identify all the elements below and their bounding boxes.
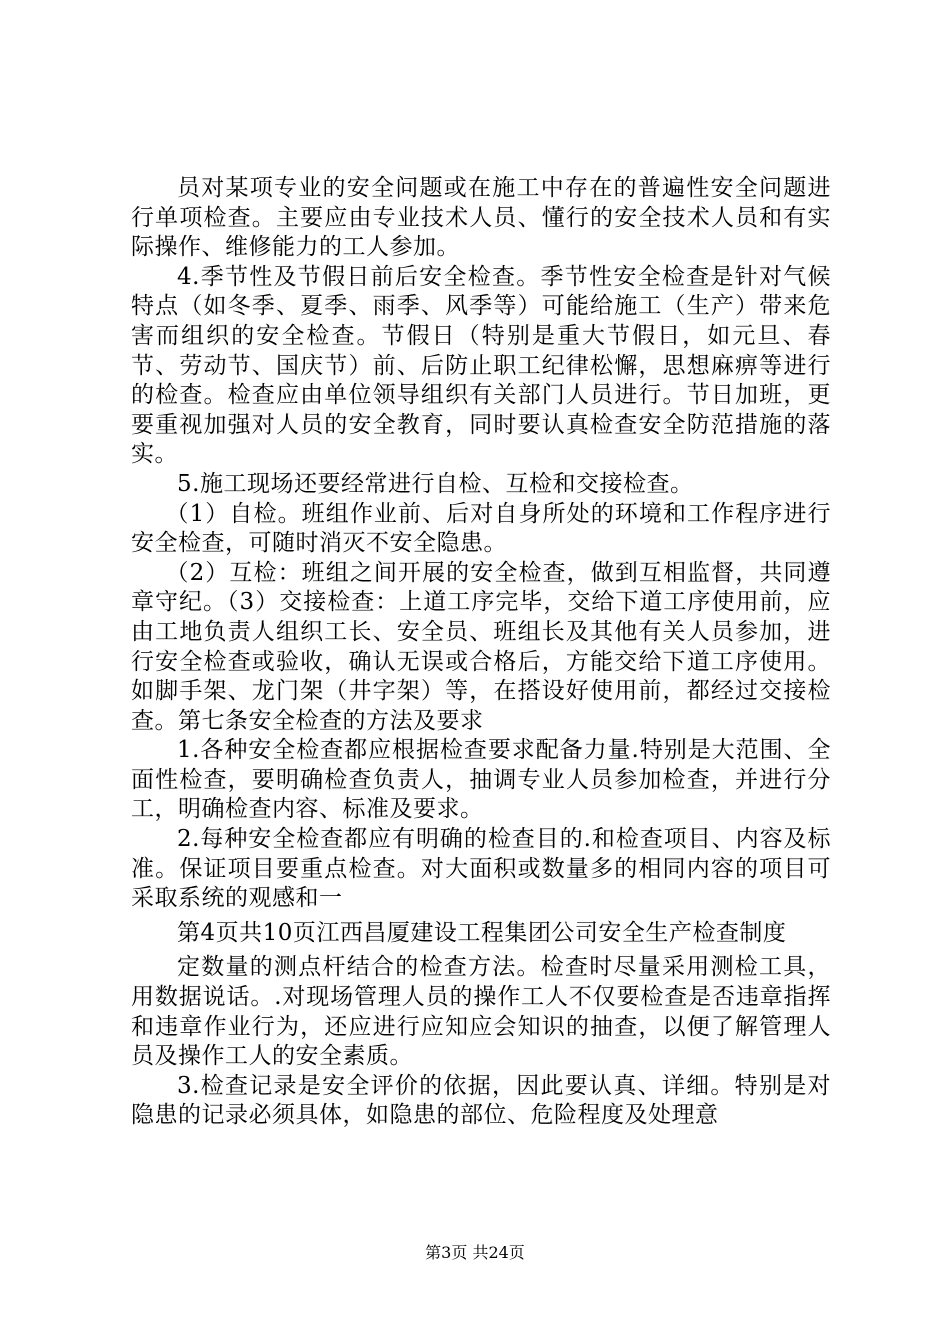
paragraph-single-item-inspection: 员对某项专业的安全问题或在施工中存在的普遍性安全问题进行单项检查。主要应由专业技术人员、懂行的安全技术人员和有实际操作、维修能力的工人参加。 bbox=[131, 175, 831, 261]
paragraph-seasonal-inspection: 4.季节性及节假日前后安全检查。季节性安全检查是针对气候特点（如冬季、夏季、雨季、风季等）可能给施工（生产）带来危害而组织的安全检查。节假日（特别是重大节假日，如元旦、春节、劳动节、国庆节）前、后防止职工纪律松懈，思想麻痹等进行的检查。检查应由单位领导组织有关部门人员进行。节日加班，更要重视加强对人员的安全教育，同时要认真检查安全防范措施的落实。 bbox=[131, 263, 831, 468]
paragraph-method-2: 2.每种安全检查都应有明确的检查目的.和检查项目、内容及标准。保证项目要重点检查。对大面积或数量多的相同内容的项目可采取系统的观感和一 bbox=[131, 826, 831, 912]
paragraph-mutual-check: （2）互检：班组之间开展的安全检查，做到互相监督，共同遵章守纪。（3）交接检查：上道工序完毕，交给下道工序使用前，应由工地负责人组织工长、安全员、班组长及其他有关人员参加，进行安全检查或验收，确认无误或合格后，方能交给下道工序使用。如脚手架、龙门架（井字架）等，在搭设好使用前，都经过交接检查。第七条安全检查的方法及要求 bbox=[131, 559, 831, 734]
paragraph-method-3: 3.检查记录是安全评价的依据，因此要认真、详细。特别是对隐患的记录必须具体，如隐患的部位、危险程度及处理意 bbox=[131, 1072, 831, 1129]
paragraph-embedded-page-header: 第4页共10页江西昌厦建设工程集团公司安全生产检查制度 bbox=[177, 919, 787, 946]
paragraph-self-check: （1）自检。班组作业前、后对自身所处的环境和工作程序进行安全检查，可随时消灭不安全隐患。 bbox=[131, 500, 831, 557]
page-footer: 第3页 共24页 bbox=[425, 1243, 525, 1262]
paragraph-measurement-method: 定数量的测点杆结合的检查方法。检查时尽量采用测检工具，用数据说话。.对现场管理人员的操作工人不仅要检查是否违章指挥和违章作业行为，还应进行应知应会知识的抽查，以便了解管理人员及操作工人的安全素质。 bbox=[131, 954, 831, 1070]
document-body bbox=[131, 174, 831, 1131]
paragraph-site-inspections: 5.施工现场还要经常进行自检、互检和交接检查。 bbox=[177, 470, 694, 497]
paragraph-method-1: 1.各种安全检查都应根据检查要求配备力量.特别是大范围、全面性检查，要明确检查负责人，抽调专业人员参加检查，并进行分工，明确检查内容、标准及要求。 bbox=[131, 737, 831, 823]
